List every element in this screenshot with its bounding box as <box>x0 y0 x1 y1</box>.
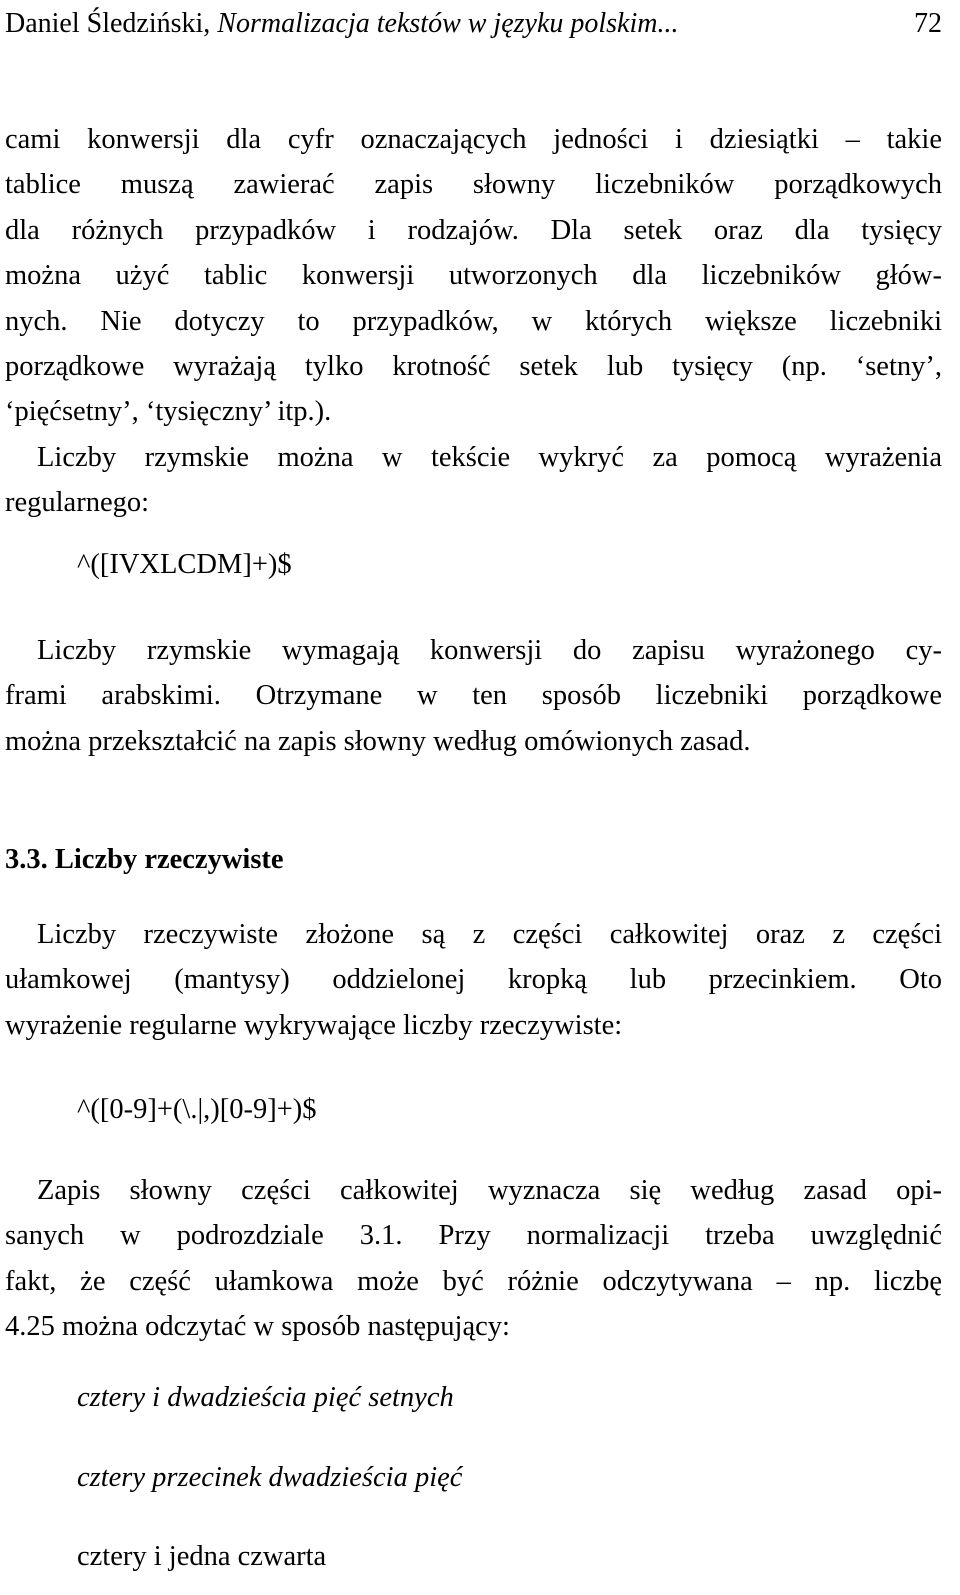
text-line: Zapis słowny części całkowitej wyznacza się według zasad opi- <box>37 1175 942 1206</box>
paragraph-roman-intro <box>5 435 942 526</box>
text-line: nych. Nie dotyczy to przypadków, w których większe liczebniki <box>5 305 942 337</box>
paragraph-real-numbers <box>5 912 942 1048</box>
header-title: Normalizacja tekstów w języku polskim... <box>217 8 679 39</box>
running-header <box>5 4 942 44</box>
text-line: dla różnych przypadków i rodzajów. Dla setek oraz dla tysięcy <box>5 214 942 246</box>
text-line: można użyć tablic konwersji utworzonych dla liczebników głów- <box>5 260 942 292</box>
text-line: można przekształcić na zapis słowny według omówionych zasad. <box>5 725 751 757</box>
text-line: wyrażenie regularne wykrywające liczby rzeczywiste: <box>5 1009 623 1041</box>
paragraph-roman-conversion <box>5 628 942 764</box>
text-line: Liczby rzymskie można w tekście wykryć za pomocą wyrażenia <box>37 442 942 473</box>
section-heading: 3.3. Liczby rzeczywiste <box>5 844 284 875</box>
example-reading-2: cztery przecinek dwadzieścia pięć <box>77 1462 463 1493</box>
text-line: frami arabskimi. Otrzymane w ten sposób liczebniki porządkowe <box>5 680 942 712</box>
text-line: fakt, że część ułamkowa może być różnie odczytywana – np. liczbę <box>5 1265 942 1297</box>
text-line: porządkowe wyrażają tylko krotność setek lub tysięcy (np. ‘setny’, <box>5 351 942 383</box>
paragraph-verbal-form <box>5 1168 942 1350</box>
text-line: Liczby rzymskie wymagają konwersji do zapisu wyrażonego cy- <box>37 635 942 666</box>
page-number: 72 <box>914 8 942 39</box>
text-line: ‘pięćsetny’, ‘tysięczny’ itp.). <box>5 396 332 428</box>
example-reading-1: cztery i dwadzieścia pięć setnych <box>77 1382 454 1413</box>
text-line: sanych w podrozdziale 3.1. Przy normalizacji trzeba uwzględnić <box>5 1220 942 1252</box>
text-line: Liczby rzeczywiste złożone są z części całkowitej oraz z części <box>37 919 942 950</box>
text-line: 4.25 można odczytać w sposób następujący: <box>5 1311 510 1343</box>
text-line: ułamkowej (mantysy) oddzielonej kropką lub przecinkiem. Oto <box>5 964 942 996</box>
paragraph-continuation <box>5 117 942 435</box>
regex-real-numbers: ^([0-9]+(\.|,)[0-9]+)$ <box>77 1094 317 1125</box>
example-reading-3: cztery i jedna czwarta <box>77 1541 327 1572</box>
text-line: regularnego: <box>5 487 150 519</box>
header-author: Daniel Śledziński, <box>5 8 218 39</box>
regex-roman-numerals: ^([IVXLCDM]+)$ <box>77 549 292 580</box>
text-line: tablice muszą zawierać zapis słowny liczebników porządkowych <box>5 169 942 201</box>
text-line: cami konwersji dla cyfr oznaczających jedności i dziesiątki – takie <box>5 124 942 155</box>
